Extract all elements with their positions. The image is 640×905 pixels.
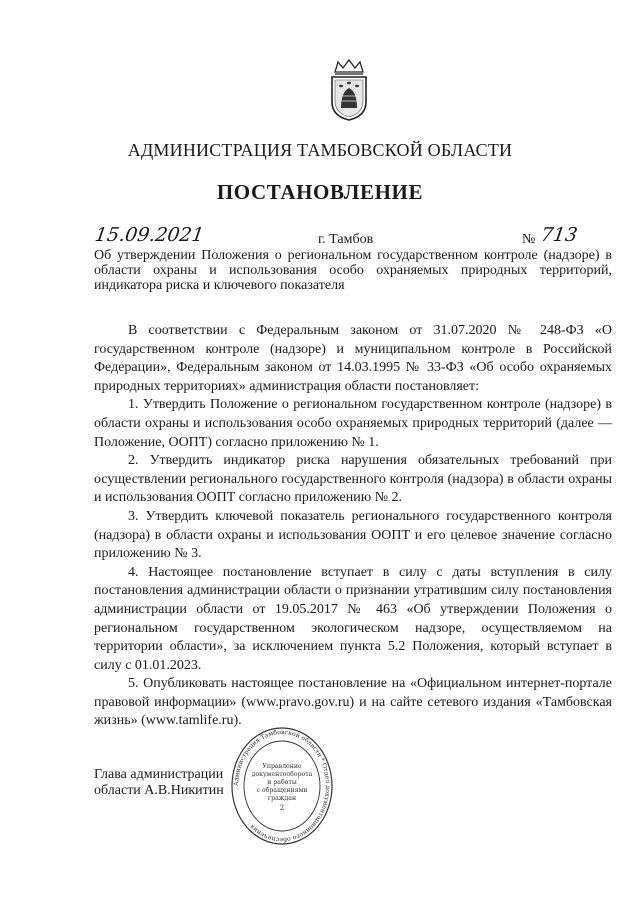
signature-line-2: области А.В.Никитин (94, 783, 224, 798)
document-city: г. Тамбов (318, 232, 374, 247)
seal-stamp-icon (230, 726, 334, 846)
paragraph-item-1: 1. Утвердить Положение о региональном государственном контроле (надзоре) в области охраны и использования особо охраняемых природных территорий (далее — Положение, ООПТ) согласно приложению № 1. (94, 397, 612, 450)
document-number: 713 (539, 224, 579, 246)
svg-text:Администрация Тамбовской облас (233, 729, 331, 843)
coat-of-arms-icon (326, 58, 372, 122)
stamp-line-4: с обращениями (256, 787, 308, 794)
signature-line-1: Глава администрации (94, 767, 224, 782)
document-subject: Об утверждении Положения о региональном государственном контроле (надзоре) в области охраны и использования особо охраняемых природных территорий, индикатора риска и ключевого показателя (94, 248, 612, 293)
document-body (94, 322, 612, 731)
document-type-title: ПОСТАНОВЛЕНИЕ (216, 180, 424, 204)
paragraph-item-2: 2. Утвердить индикатор риска нарушения обязательных требований при осуществлении регионального государственного контроля (надзора) в области охраны и использования ООПТ согласно приложению № 2. (94, 453, 612, 506)
signature-block (94, 767, 224, 799)
stamp-line-1: Управление (262, 763, 302, 770)
document-date: 15.09.2021 (93, 224, 206, 246)
stamp-line-5: граждан (267, 795, 297, 802)
paragraph-item-5: 5. Опубликовать настоящее постановление на «Официальном интернет-портале правовой информации» (www.pravo.gov.ru) и на сайте сетевого издания «Тамбовская жизнь» (www.tamlife.ru). (94, 676, 612, 729)
organization-title: АДМИНИСТРАЦИЯ ТАМБОВСКОЙ ОБЛАСТИ (127, 140, 513, 160)
stamp-line-3: и работы (267, 779, 297, 786)
paragraph-item-4: 4. Настоящее постановление вступает в силу с даты вступления в силу постановления администрации области о признании утратившим силу постановления администрации области от 19.05.2017 № 463 «Об утверждении Положения о региональном государственном экологическом надзоре, осуществляемом на территории области», за исключением пункта 5.2 Положения, который вступает в силу с 01.01.2023. (94, 564, 612, 673)
paragraph-preamble: В соответствии с Федеральным законом от 31.07.2020 № 248-ФЗ «О государственном контроле (надзоре) и муниципальном контроле в Российской Федерации», Федеральным законом от 14.03.1995 № 33-ФЗ «Об особо охраняемых природных территориях» администрация области постановляет: (94, 323, 612, 394)
stamp-line-2: документооборота (251, 771, 313, 778)
document-number-label: № (522, 232, 536, 247)
stamp-line-6: 2 (279, 804, 285, 812)
stamp-ring-text: Администрация Тамбовской области * Отдел документационного обеспечения (232, 728, 332, 844)
paragraph-item-3: 3. Утвердить ключевой показатель регионального государственного контроля (надзора) в области охраны и использования ООПТ и его целевое значение согласно приложению № 3. (94, 508, 612, 562)
